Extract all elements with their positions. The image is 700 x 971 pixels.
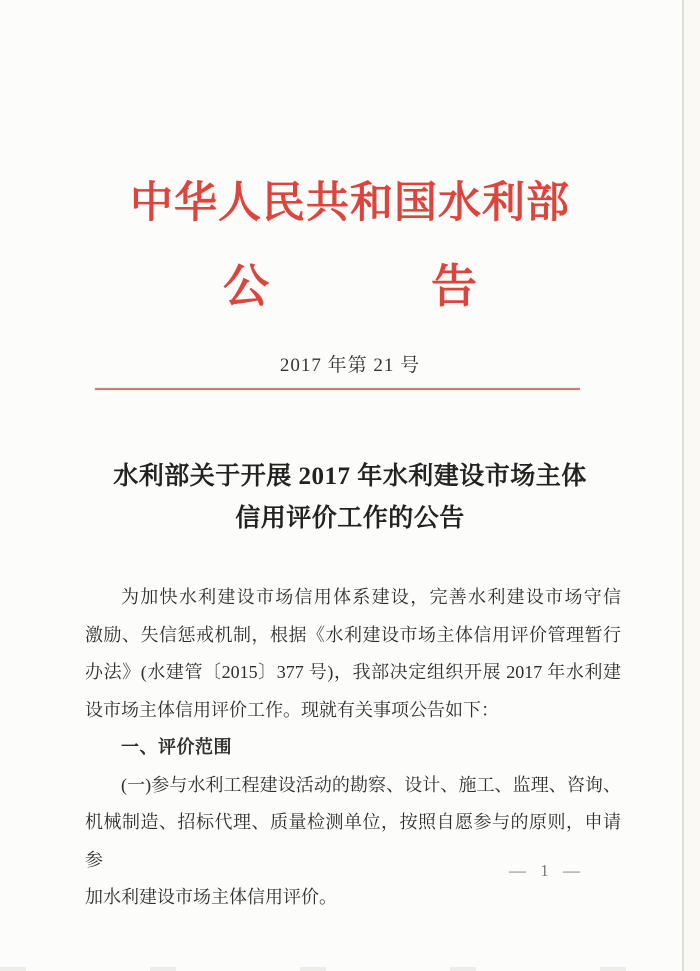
- announcement-heading: [0, 261, 700, 312]
- body-line: 机械制造、招标代理、质量检测单位，按照自愿参与的原则，申请参: [85, 812, 621, 870]
- red-divider-line: [95, 388, 580, 390]
- ministry-name-heading: 中华人民共和国水利部: [130, 180, 570, 227]
- body-line: 加水利建设市场主体信用评价。: [85, 887, 337, 907]
- announcement-char-second: 告: [431, 261, 477, 312]
- section-heading: 一、评价范围: [121, 737, 232, 757]
- body-line: 办法》(水建管〔2015〕377 号)，我部决定组织开展 2017 年水利建: [85, 662, 621, 682]
- body-line: 设市场主体信用评价工作。现就有关事项公告如下：: [85, 699, 499, 720]
- scan-bottom-smudge: [0, 967, 700, 971]
- scan-edge-artifact: [682, 0, 684, 971]
- document-title: [0, 456, 700, 540]
- body-line: 为加快水利建设市场信用体系建设，完善水利建设市场守信: [121, 587, 621, 607]
- page-number: — 1 —: [509, 861, 585, 880]
- announcement-char-first: 公: [223, 261, 269, 312]
- document-title-line2: 信用评价工作的公告: [235, 505, 465, 532]
- body-line: 激励、失信惩戒机制，根据《水利建设市场主体信用评价管理暂行: [85, 624, 621, 645]
- scan-edge-strip: [684, 0, 700, 971]
- document-title-line1: 水利部关于开展 2017 年水利建设市场主体: [113, 463, 587, 490]
- doc-number: 2017 年第 21 号: [279, 355, 421, 376]
- body-line: (一)参与水利工程建设活动的勘察、设计、施工、监理、咨询、: [121, 774, 621, 795]
